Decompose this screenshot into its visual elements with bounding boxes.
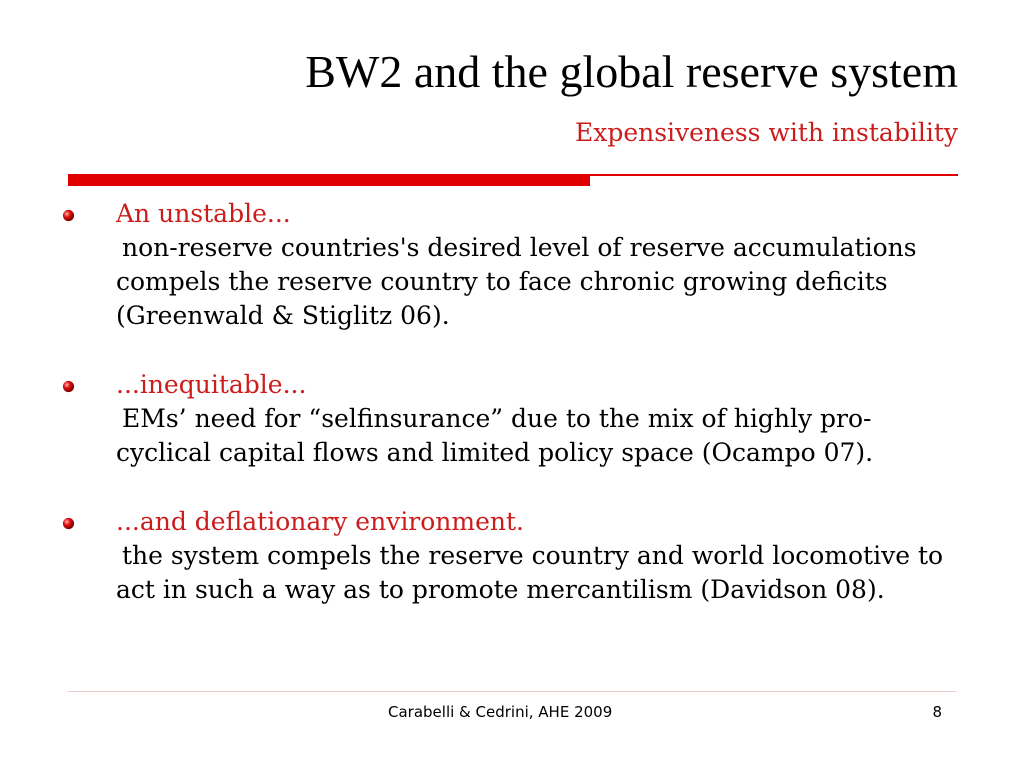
page-number: 8 — [932, 703, 942, 721]
footer-divider — [68, 691, 956, 692]
footer-citation: Carabelli & Cedrini, AHE 2009 — [388, 703, 613, 721]
bullet-item — [60, 196, 960, 333]
bullet-text: the system compels the reserve country and world locomotive to act in such a way as to promote mercantilism (Davidson 08). — [116, 541, 944, 604]
bullet-item — [60, 367, 960, 470]
red-ball-bullet-icon — [62, 209, 75, 222]
slide-title: BW2 and the global reserve system — [305, 46, 958, 97]
title-divider-thin — [590, 174, 958, 176]
red-ball-bullet-icon — [62, 380, 75, 393]
bullet-text: non-reserve countries's desired level of reserve accumulations compels the reserve country to face chronic growing deficits (Greenwald & Stiglitz 06). — [116, 233, 917, 330]
bullet-list — [60, 196, 960, 641]
bullet-text: EMs’ need for “selfinsurance” due to the mix of highly pro-cyclical capital flows and limited policy space (Ocampo 07). — [116, 404, 874, 467]
bullet-heading: An unstable... — [116, 199, 291, 228]
red-ball-bullet-icon — [62, 517, 75, 530]
bullet-heading: ...and deflationary environment. — [116, 507, 525, 536]
bullet-item — [60, 504, 960, 607]
bullet-heading: ...inequitable... — [116, 370, 307, 399]
title-divider-thick — [68, 174, 590, 186]
slide-subtitle: Expensiveness with instability — [574, 118, 958, 147]
